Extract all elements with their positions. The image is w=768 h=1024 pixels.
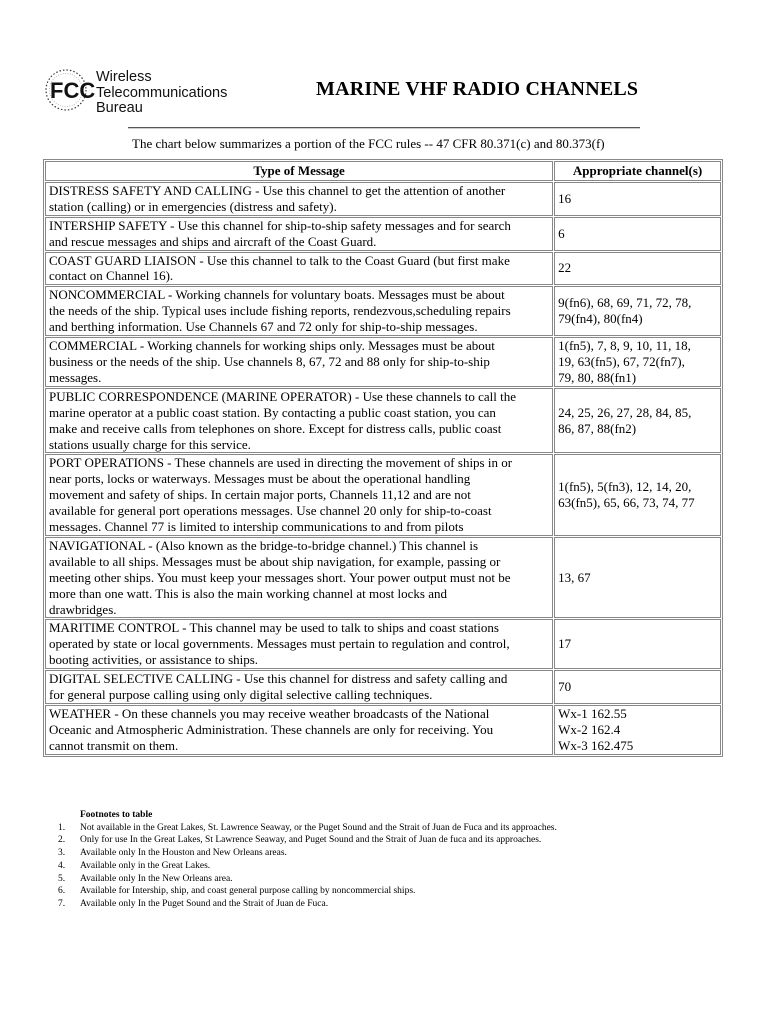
bureau-name	[96, 70, 227, 117]
message-type-line: MARITIME CONTROL - This channel may be used to talk to ships and coast stations	[49, 620, 499, 636]
message-type-line: stations usually charge for this service.	[49, 436, 251, 452]
footnote-number: 7.	[58, 898, 66, 909]
message-type-line: more than one watt. This is also the main working channel at most locks and	[49, 585, 447, 601]
message-type-line: Oceanic and Atmospheric Administration. These channels are only for receiving. You	[49, 721, 494, 737]
channels-line: 63(fn5), 65, 66, 73, 74, 77	[558, 495, 695, 511]
channel-table	[43, 159, 723, 757]
column-header-channels: Appropriate channel(s)	[554, 161, 721, 181]
page-title: MARINE VHF RADIO CHANNELS	[316, 78, 639, 100]
message-type-cell	[45, 337, 553, 387]
message-type-line: DIGITAL SELECTIVE CALLING - Use this channel for distress and safety calling and	[49, 671, 508, 687]
table-row	[45, 619, 721, 669]
footnote-text: Available only In the New Orleans area.	[80, 873, 233, 884]
message-type-line: and berthing information. Use Channels 67 and 72 only for ship-to-ship messages.	[49, 319, 478, 335]
message-type-line: drawbridges.	[49, 601, 117, 617]
channels-line: 79, 80, 88(fn1)	[558, 369, 637, 385]
footnote-item	[58, 898, 557, 911]
footnote-number: 4.	[58, 860, 66, 871]
message-type-line: meeting other ships. You must keep your messages short. Your power output must not be	[49, 569, 511, 585]
table-row	[45, 252, 721, 286]
table-row	[45, 337, 721, 387]
channels-cell	[554, 619, 721, 669]
footnote-item	[58, 822, 557, 835]
channels-line: 16	[558, 190, 572, 206]
channels-line: 79(fn4), 80(fn4)	[558, 311, 643, 327]
channels-cell	[554, 388, 721, 454]
footnote-number: 6.	[58, 886, 66, 897]
message-type-line: contact on Channel 16).	[49, 268, 174, 284]
message-type-line: for general purpose calling using only digital selective calling techniques.	[49, 687, 433, 703]
message-type-line: DISTRESS SAFETY AND CALLING - Use this channel to get the attention of another	[49, 182, 506, 198]
bureau-name-line: Telecommunications	[96, 84, 228, 101]
footnote-item	[58, 847, 557, 860]
message-type-line: NAVIGATIONAL - (Also known as the bridge-to-bridge channel.) This channel is	[49, 537, 479, 553]
channels-line: 1(fn5), 5(fn3), 12, 14, 20,	[558, 479, 692, 495]
message-type-line: operated by state or local governments. Messages must pertain to regulation and control,	[49, 636, 510, 652]
message-type-cell	[45, 670, 553, 704]
channels-cell	[554, 286, 721, 336]
footnote-number: 2.	[58, 835, 66, 846]
intro-text: The chart below summarizes a portion of the FCC rules -- 47 CFR 80.371(c) and 80.373(f)	[132, 136, 605, 151]
message-type-cell	[45, 454, 553, 536]
message-type-line: station (calling) or in emergencies (distress and safety).	[49, 198, 337, 214]
footnote-item	[58, 860, 557, 873]
column-header-type: Type of Message	[45, 161, 553, 181]
footnote-number: 1.	[58, 822, 66, 833]
footnote-item	[58, 885, 557, 898]
message-type-line: INTERSHIP SAFETY - Use this channel for ship-to-ship safety messages and for search	[49, 217, 511, 233]
bureau-name-line: Bureau	[96, 100, 143, 116]
channels-line: 6	[558, 225, 565, 241]
table-row	[45, 670, 721, 704]
bureau-name-line: Wireless	[96, 69, 152, 85]
fcc-logo-mark: FCC	[50, 78, 96, 103]
footnote-number: 5.	[58, 873, 66, 884]
message-type-cell	[45, 217, 553, 251]
channels-cell	[554, 670, 721, 704]
message-type-line: make and receive calls from telephones on shore. Except for distress calls, public coast	[49, 420, 502, 436]
footnote-text: Available only In the Puget Sound and the Strait of Juan de Fuca.	[80, 898, 329, 909]
message-type-line: and rescue messages and ships and aircraft of the Coast Guard.	[49, 233, 377, 249]
channels-line: 1(fn5), 7, 8, 9, 10, 11, 18,	[558, 338, 691, 354]
channels-line: 22	[558, 260, 572, 276]
message-type-cell	[45, 705, 553, 755]
message-type-cell	[45, 182, 553, 216]
channels-line: 86, 87, 88(fn2)	[558, 420, 637, 436]
footnote-item	[58, 834, 557, 847]
table-body	[45, 182, 721, 755]
message-type-cell	[45, 388, 553, 454]
channels-line: 13, 67	[558, 569, 591, 585]
channels-cell	[554, 182, 721, 216]
table-row	[45, 454, 721, 536]
message-type-cell	[45, 537, 553, 619]
table-header-row	[45, 161, 721, 181]
message-type-line: movement and safety of ships. In certain major ports, Channels 11,12 and are not	[49, 487, 471, 503]
channels-line: 19, 63(fn5), 67, 72(fn7),	[558, 353, 685, 369]
channels-cell	[554, 252, 721, 286]
message-type-line: cannot transmit on them.	[49, 737, 179, 753]
footnote-text: Available only In the Houston and New Orleans areas.	[80, 848, 287, 859]
channels-cell	[554, 337, 721, 387]
message-type-line: PUBLIC CORRESPONDENCE (MARINE OPERATOR) - Use these channels to call the	[49, 388, 517, 404]
channels-line: 9(fn6), 68, 69, 71, 72, 78,	[558, 295, 692, 311]
table-row	[45, 705, 721, 755]
title-divider	[128, 127, 640, 129]
message-type-line: WEATHER - On these channels you may receive weather broadcasts of the National	[49, 706, 490, 721]
message-type-line: near ports, locks or waterways. Messages must be about the operational handling	[49, 471, 471, 487]
channels-line: 70	[558, 679, 572, 695]
table-row	[45, 537, 721, 619]
message-type-line: PORT OPERATIONS - These channels are used in directing the movement of ships in or	[49, 455, 513, 471]
message-type-cell	[45, 286, 553, 336]
channels-line: 24, 25, 26, 27, 28, 84, 85,	[558, 404, 692, 420]
message-type-line: booting activities, or assistance to ships.	[49, 652, 259, 668]
channels-line: Wx-1 162.55	[558, 706, 627, 721]
footnote-text: Available for Intership, ship, and coast general purpose calling by noncommercial ships.	[80, 886, 416, 897]
channels-line: Wx-3 162.475	[558, 737, 634, 753]
footnote-text: Available only in the Great Lakes.	[80, 860, 211, 871]
footnote-text: Not available in the Great Lakes, St. Lawrence Seaway, or the Puget Sound and the Strait of Juan de Fuca and its approaches.	[80, 822, 557, 833]
message-type-line: available to all ships. Messages must be about ship navigation, for example, passing or	[49, 553, 501, 569]
message-type-line: business or the needs of the ship. Use channels 8, 67, 72 and 88 only for ship-to-ship	[49, 353, 490, 369]
channels-cell	[554, 537, 721, 619]
channels-line: Wx-2 162.4	[558, 721, 621, 737]
message-type-line: messages.	[49, 369, 102, 385]
table-row	[45, 388, 721, 454]
message-type-line: marine operator at a public coast station. By contacting a public coast station, you can	[49, 404, 496, 420]
message-type-cell	[45, 252, 553, 286]
message-type-line: messages. Channel 77 is limited to intership communications to and from pilots	[49, 519, 464, 535]
footnote-text: Only for use In the Great Lakes, St Lawrence Seaway, and Puget Sound and the Strait of Juan de fuca and its approaches.	[80, 835, 542, 846]
channels-cell	[554, 705, 721, 755]
message-type-line: NONCOMMERCIAL - Working channels for voluntary boats. Messages must be about	[49, 287, 505, 303]
table-row	[45, 286, 721, 336]
footnote-item	[58, 873, 557, 886]
channels-cell	[554, 217, 721, 251]
table-row	[45, 182, 721, 216]
footnotes-list	[58, 822, 557, 911]
footnotes	[58, 809, 557, 911]
table-row	[45, 217, 721, 251]
message-type-cell	[45, 619, 553, 669]
message-type-line: available for general port operations messages. Use channel 20 only for ship-to-coast	[49, 503, 492, 519]
message-type-line: the needs of the ship. Typical uses include fishing reports, rendezvous,scheduling repairs	[49, 303, 511, 319]
message-type-line: COMMERCIAL - Working channels for working ships only. Messages must be about	[49, 338, 495, 354]
channels-cell	[554, 454, 721, 536]
footnote-number: 3.	[58, 848, 66, 859]
channels-line: 17	[558, 636, 572, 652]
footnotes-title: Footnotes to table	[80, 810, 153, 820]
message-type-line: COAST GUARD LIAISON - Use this channel to talk to the Coast Guard (but first make	[49, 252, 510, 268]
